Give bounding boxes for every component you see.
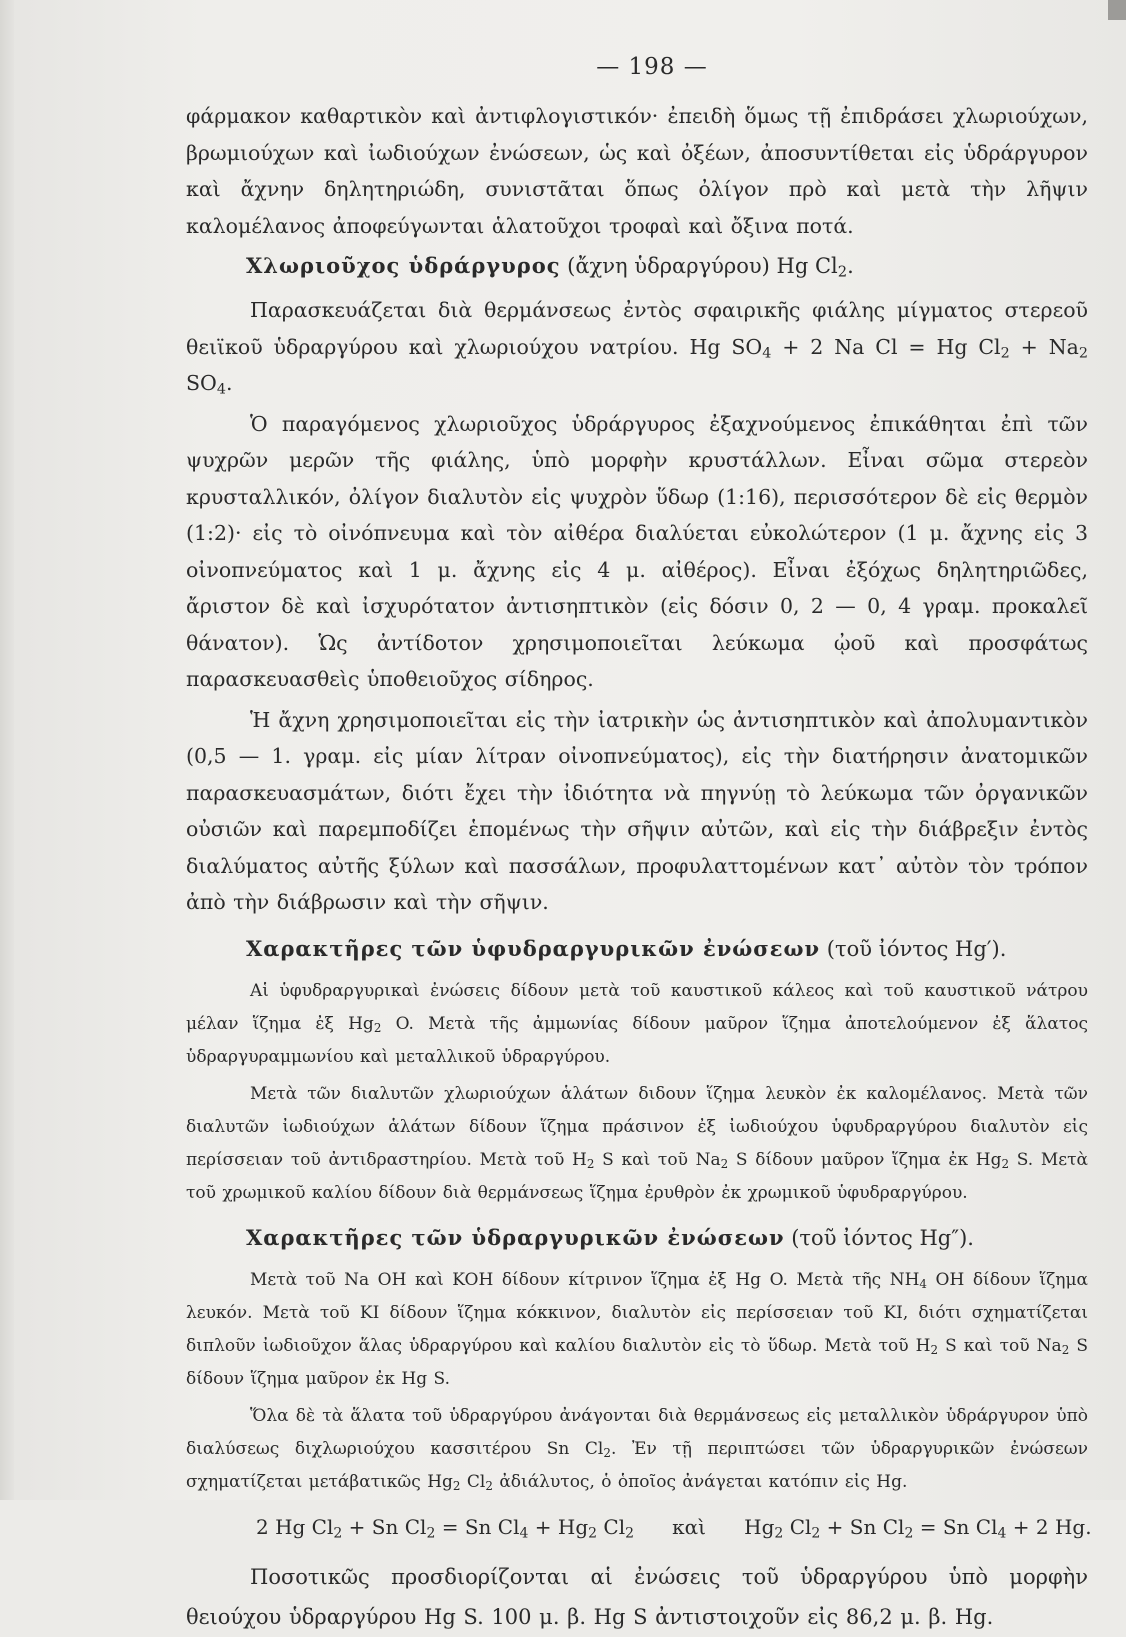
page-edge-shadow: [0, 0, 14, 1500]
heading-mercuric-characteristics: Χαρακτῆρες τῶν ὑδραργυρικῶν ἐνώσεων (τοῦ ἰόντος Hg″).: [246, 1224, 974, 1250]
paragraph-properties: Ὁ παραγόμενος χλωριοῦχος ὑδράργυρος ἐξαχνούμενος ἐπικάθηται ἐπὶ τῶν ψυχρῶν μερῶν τῆς φιάλης, ὑπὸ μορφὴν κρυστάλλων. Εἶναι σῶμα στερεὸν κρυσταλλικόν, ὀλίγον διαλυτὸν εἰς ψυχρὸν ὕδωρ (1:16), περισσότερον δὲ εἰς θερμὸν (1:2)· εἰς τὸ οἰνόπνευμα καὶ τὸν αἰθέρα διαλύεται εὐκολώτερον (1 μ. ἄχνης εἰς 3 οἰνοπνεύματος καὶ 1 μ. ἄχνης εἰς 4 μ. αἰθέρος). Εἶναι ἐξόχως δηλητηριῶδες, ἄριστον δὲ καὶ ἰσχυρότατον ἀντισηπτικὸν (εἰς δόσιν 0, 2 — 0, 4 γραμ. προκαλεῖ θάνατον). Ὡς ἀντίδοτον χρησιμοποιεῖται λεύκωμα ᾠοῦ καὶ προσφάτως παρασκευασθεὶς ὑποθειοῦχος σίδηρος.: [186, 411, 1088, 691]
corner-mark: [1108, 0, 1126, 20]
page-number: — 198 —: [596, 54, 708, 80]
paragraph-mercuric-reactions: Μετὰ τοῦ Na OH καὶ KOH δίδουν κίτρινον ἵζημα ἐξ Hg O. Μετὰ τῆς $NH_4$ OH δίδουν ἵζημα λευκόν. Μετὰ τοῦ KI δίδουν ἵζημα κόκκινον, διαλυτὸν εἰς περίσσειαν τοῦ KI, διότι σχηματίζεται διπλοῦν ἰωδιοῦχον ἅλας ὑδραργύρου καὶ καλίου διαλυτὸν εἰς τὸ ὕδωρ. Μετὰ τοῦ $H_2$ S καὶ τοῦ $Na_2$ S δίδουν ἵζημα μαῦρον ἐκ Hg S.: [186, 1269, 1088, 1389]
heading-bold: Χαρακτῆρες τῶν ὑφυδραργυρικῶν ἐνώσεων: [246, 935, 821, 961]
heading-bold: Χλωριοῦχος ὑδράργυρος: [246, 253, 561, 278]
paragraph-reduction: Ὅλα δὲ τὰ ἅλατα τοῦ ὑδραργύρου ἀνάγονται διὰ θερμάνσεως εἰς μεταλλικὸν ὑδράργυρον ὑπὸ διαλύσεως διχλωριούχου κασσιτέρου Sn $Cl_2$. Ἐν τῇ περιπτώσει τῶν ὑδραργυρικῶν ἐνώσεων σχηματίζεται μετάβατικῶς $Hg_2$ $Cl_2$ ἀδιάλυτος, ὁ ὁποῖος ἀνάγεται κατόπιν εἰς Hg.: [186, 1405, 1089, 1493]
heading-mercuric-chloride: Χλωριοῦχος ὑδράργυρος (ἄχνη ὑδραργύρου) Hg $Cl_2$.: [246, 253, 854, 281]
paragraph-calomel-use: φάρμακον καθαρτικὸν καὶ ἀντιφλογιστικόν· ἐπειδὴ ὅμως τῇ ἐπιδράσει χλωριούχων, βρωμιούχων καὶ ἰωδιούχων ἐνώσεων, ὡς καὶ ὀξέων, ἀποσυντίθεται εἰς ὑδράργυρον καὶ ἄχνην δηλητηριώδη, συνιστᾶται ὅπως ὀλίγον πρὸ καὶ μετὰ τὴν λῆψιν καλομέλανος ἀποφεύγωνται ἁλατοῦχοι τροφαὶ καὶ ὄξινα ποτά.: [186, 104, 1088, 238]
reduction-equation: 2 Hg $Cl_2 + Sn$ $Cl_2 = Sn$ $Cl_4 + Hg_2$ $Cl_2$ καὶ $Hg_2$ $Cl_2 + Sn$ $Cl_2 = Sn$ $Cl_4 + 2$ Hg.: [256, 1514, 1092, 1541]
paragraph-quantitative: Ποσοτικῶς προσδιορίζονται αἱ ἐνώσεις τοῦ ὑδραργύρου ὑπὸ μορφὴν θειούχου ὑδραργύρου Hg S. 100 μ. β. Hg S ἀντιστοιχοῦν εἰς 86,2 μ. β. Hg.: [186, 1564, 1088, 1629]
paragraph-mercurous-reactions-1: Αἱ ὑφυδραργυρικαὶ ἐνώσεις δίδουν μετὰ τοῦ καυστικοῦ κάλεος καὶ τοῦ καυστικοῦ νάτρου μέλαν ἵζημα ἐξ $Hg_2$ O. Μετὰ τῆς ἀμμωνίας δίδουν μαῦρον ἵζημα ἀποτελούμενον ἐξ ἅλατος ὑδραργυραμμωνίου καὶ μεταλλικοῦ ὑδραργύρου.: [186, 980, 1088, 1067]
paragraph-uses: Ἡ ἄχνη χρησιμοποιεῖται εἰς τὴν ἰατρικὴν ὡς ἀντισηπτικὸν καὶ ἀπολυμαντικὸν (0,5 — 1. γραμ. εἰς μίαν λίτραν οἰνοπνεύματος), εἰς τὴν διατήρησιν ἀνατομικῶν παρασκευασμάτων, διότι ἔχει τὴν ἰδιότητα νὰ πηγνύῃ τὸ λεύκωμα τῶν ὀργανικῶν οὐσιῶν καὶ παρεμποδίζει ἑπομένως τὴν σῆψιν αὐτῶν, καὶ εἰς τὴν διάβρεξιν ἐντὸς διαλύματος αὐτῆς ξύλων καὶ πασσάλων, προφυλαττομένων κατ᾽ αὐτὸν τὸν τρόπον ἀπὸ τὴν διάβρωσιν καὶ τὴν σῆψιν.: [186, 707, 1088, 914]
heading-bold: Χαρακτῆρες τῶν ὑδραργυρικῶν ἐνώσεων: [246, 1224, 785, 1250]
paragraph-mercurous-reactions-2: Μετὰ τῶν διαλυτῶν χλωριούχων ἁλάτων διδουν ἵζημα λευκὸν ἐκ καλομέλανος. Μετὰ τῶν διαλυτῶν ἰωδιούχων ἁλάτων δίδουν ἵζημα πράσινον ἐξ ἰωδιούχου ὑφυδραργύρου διαλυτὸν εἰς περίσσειαν τοῦ ἀντιδραστηρίου. Μετὰ τοῦ $H_2$ S καὶ τοῦ $Na_2$ S δίδουν μαῦρον ἵζημα ἐκ $Hg_2$ S. Μετὰ τοῦ χρωμικοῦ καλίου δίδουν διὰ θερμάνσεως ἵζημα ἐρυθρὸν ἐκ χρωμικοῦ ὑφυδραργύρου.: [186, 1083, 1088, 1203]
heading-mercurous-characteristics: Χαρακτῆρες τῶν ὑφυδραργυρικῶν ἐνώσεων (τοῦ ἰόντος Hg′).: [246, 935, 1007, 961]
paragraph-preparation: Παρασκευάζεται διὰ θερμάνσεως ἐντὸς σφαιρικῆς φιάλης μίγματος στερεοῦ θειϊκοῦ ὑδραργύρου καὶ χλωριούχου νατρίου. Hg $SO_4 + 2$ Na Cl = Hg $Cl_2 + Na_2$ $SO_4$.: [186, 298, 1089, 398]
